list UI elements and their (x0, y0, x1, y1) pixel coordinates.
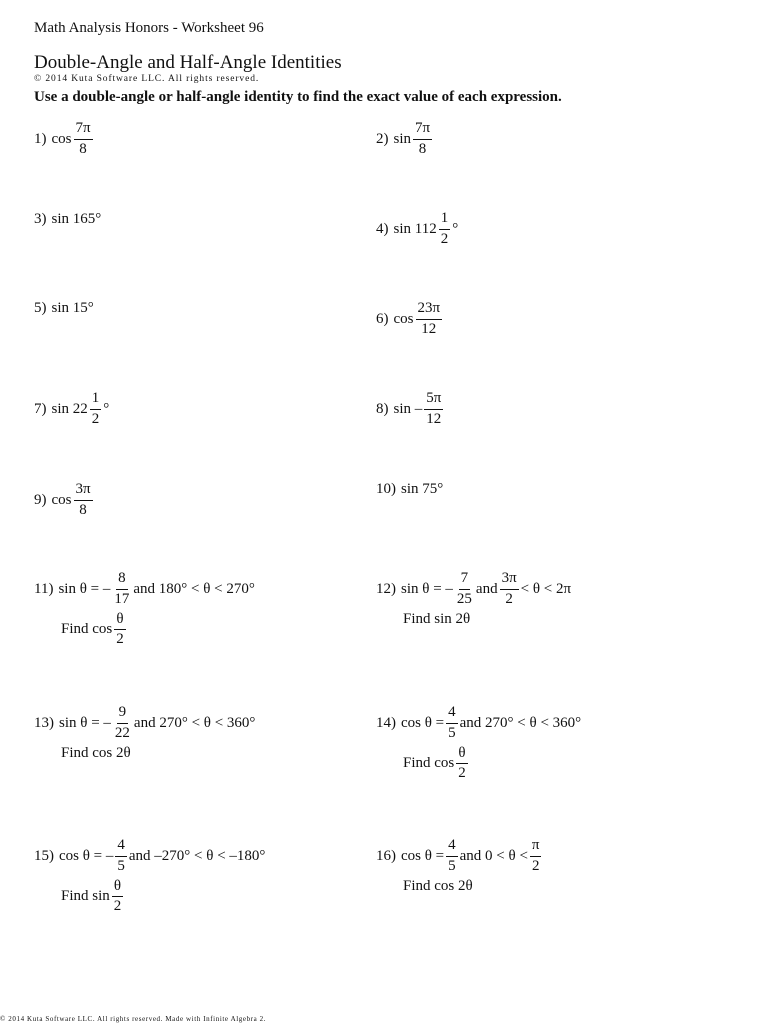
denominator: 5 (448, 724, 456, 741)
find-instruction (403, 746, 581, 783)
numerator: 9 (117, 705, 129, 724)
denominator: 22 (114, 724, 130, 741)
denominator: 8 (418, 140, 427, 157)
problem-function: cos (51, 491, 72, 508)
numerator: 7 (459, 571, 471, 590)
problem-number: 15) (34, 847, 54, 864)
copyright-notice: © 2014 Kuta Software LLC. All rights reserved. (34, 74, 260, 84)
denominator: 5 (448, 857, 456, 874)
problem-number: 8) (376, 400, 389, 417)
problem-4 (376, 211, 458, 248)
denominator: 2 (505, 590, 513, 607)
problem-function: sin – (393, 400, 423, 417)
instructions: Use a double-angle or half-angle identity to find the exact value of each expression. (34, 89, 562, 105)
denominator: 8 (79, 140, 87, 157)
given-expression: sin θ = – (58, 580, 111, 597)
angle-range: < θ < 2π (520, 580, 572, 597)
find-instruction (61, 746, 255, 761)
footer-copyright: © 2014 Kuta Software LLC. All rights reserved. Made with Infinite Algebra 2. (0, 1015, 267, 1023)
problem-15 (34, 838, 265, 915)
worksheet-title: Double-Angle and Half-Angle Identities (34, 52, 342, 73)
fraction (114, 612, 126, 649)
denominator: 2 (116, 631, 124, 648)
fraction (455, 571, 474, 608)
denominator: 8 (79, 501, 87, 518)
course-title: Math Analysis Honors - Worksheet 96 (34, 20, 264, 36)
fraction (74, 121, 93, 158)
problem-10 (376, 482, 443, 497)
numerator: 3π (500, 571, 519, 590)
numerator: θ (112, 879, 123, 898)
given-expression: cos θ = (401, 847, 445, 864)
problem-5 (34, 301, 94, 316)
numerator: 23π (416, 301, 443, 320)
angle-range: and 0 < θ < (459, 847, 528, 864)
problem-1 (34, 121, 95, 158)
problem-function: cos (393, 310, 414, 327)
denominator: 2 (440, 230, 449, 247)
given-expression: cos θ = – (59, 847, 114, 864)
denominator: 12 (426, 410, 442, 427)
numerator: 5π (424, 391, 443, 410)
fraction (413, 121, 432, 158)
find-instruction (61, 612, 255, 649)
find-instruction (61, 879, 265, 916)
degree-symbol: ° (452, 220, 459, 237)
fraction (500, 571, 519, 608)
problem-number: 2) (376, 130, 389, 147)
denominator: 2 (113, 898, 122, 915)
numerator: θ (456, 746, 467, 765)
numerator: 4 (115, 838, 127, 857)
fraction (74, 482, 93, 519)
problem-function: sin (393, 130, 412, 147)
problem-number: 9) (34, 491, 47, 508)
conjunction: and (475, 580, 498, 597)
problem-number: 4) (376, 220, 389, 237)
fraction (90, 391, 102, 428)
find-text: Find cos (403, 755, 455, 772)
find-instruction (403, 879, 543, 894)
fraction (115, 838, 127, 875)
denominator: 2 (91, 410, 100, 427)
fraction (530, 838, 542, 875)
numerator: π (530, 838, 542, 857)
problem-expression: sin 165° (51, 211, 102, 227)
problem-number: 11) (34, 580, 54, 597)
problem-12 (376, 571, 571, 627)
find-instruction (403, 612, 571, 627)
denominator: 5 (117, 857, 125, 874)
fraction (456, 746, 468, 783)
problem-expression: sin 22 (51, 400, 88, 417)
problem-expression: sin 75° (401, 481, 444, 497)
numerator: 3π (74, 482, 93, 501)
denominator: 2 (531, 857, 540, 874)
find-text: Find cos 2θ (61, 744, 131, 761)
problem-13 (34, 705, 255, 761)
fraction (112, 879, 124, 916)
problem-number: 10) (376, 481, 396, 497)
fraction (112, 571, 131, 608)
problem-8 (376, 391, 445, 428)
problem-function: cos (51, 130, 72, 147)
problem-number: 6) (376, 310, 389, 327)
problem-number: 14) (376, 714, 396, 731)
denominator: 25 (456, 590, 472, 607)
denominator: 2 (458, 765, 466, 782)
angle-range: and 270° < θ < 360° (459, 714, 582, 731)
denominator: 17 (114, 590, 130, 607)
problem-number: 13) (34, 714, 54, 731)
fraction (113, 705, 132, 742)
problem-number: 3) (34, 211, 47, 227)
problem-7 (34, 391, 109, 428)
fraction (446, 838, 458, 875)
numerator: 1 (90, 391, 102, 410)
fraction (439, 211, 451, 248)
numerator: 4 (446, 705, 458, 724)
denominator: 12 (421, 320, 437, 337)
fraction (416, 301, 443, 338)
angle-range: and 270° < θ < 360° (133, 714, 256, 731)
problem-number: 7) (34, 400, 47, 417)
problem-number: 5) (34, 300, 47, 316)
angle-range: and –270° < θ < –180° (128, 847, 266, 864)
numerator: 7π (74, 121, 93, 140)
problem-6 (376, 301, 444, 338)
problem-number: 12) (376, 580, 396, 597)
find-text: Find cos (61, 621, 113, 638)
numerator: 8 (116, 571, 128, 590)
fraction (446, 705, 458, 742)
numerator: θ (114, 612, 125, 631)
fraction (424, 391, 443, 428)
numerator: 1 (439, 211, 451, 230)
given-expression: sin θ = – (401, 580, 453, 597)
given-expression: sin θ = – (59, 714, 111, 731)
degree-symbol: ° (103, 400, 110, 417)
problem-9 (34, 482, 95, 519)
numerator: 4 (446, 838, 458, 857)
problem-number: 16) (376, 847, 396, 864)
find-text: Find sin 2θ (403, 610, 471, 627)
find-text: Find sin (61, 888, 110, 905)
problem-16 (376, 838, 543, 894)
problem-11 (34, 571, 255, 648)
problem-3 (34, 212, 101, 227)
given-expression: cos θ = (401, 714, 445, 731)
problem-expression: sin 112 (393, 220, 437, 237)
angle-range: and 180° < θ < 270° (133, 580, 255, 597)
problem-2 (376, 121, 434, 158)
problem-expression: sin 15° (51, 300, 94, 316)
problem-number: 1) (34, 130, 47, 147)
numerator: 7π (413, 121, 432, 140)
find-text: Find cos 2θ (403, 877, 473, 894)
problem-14 (376, 705, 581, 782)
